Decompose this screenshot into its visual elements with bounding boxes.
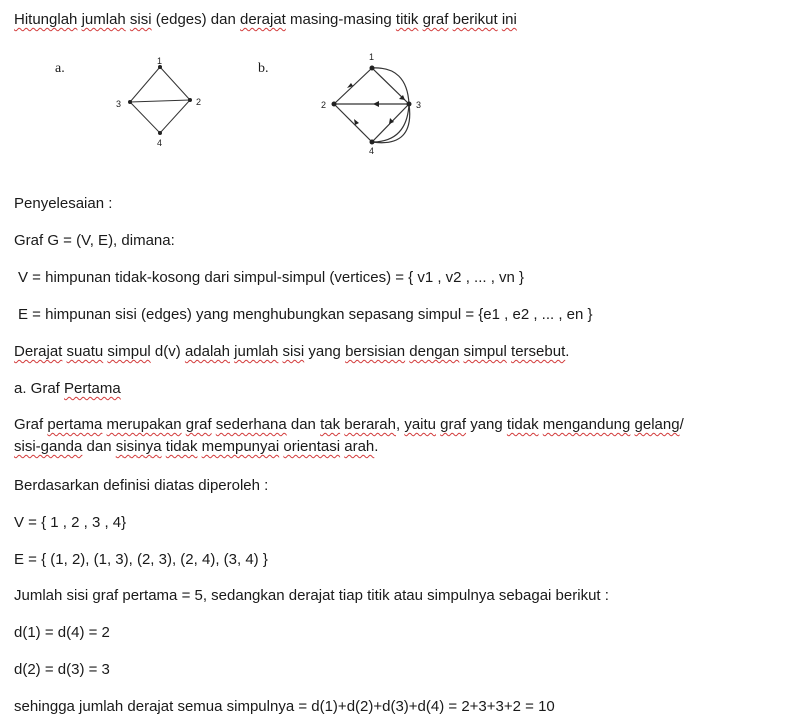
graf-pertama-paragraph	[14, 414, 764, 458]
word: Derajat	[14, 343, 63, 360]
word: tersebut	[511, 343, 566, 360]
title-word: titik	[395, 11, 419, 28]
word: berarah	[344, 416, 396, 433]
word: sisinya	[115, 438, 162, 455]
text: dan	[82, 438, 116, 455]
v-set: V = { 1 , 2 , 3 , 4}	[14, 514, 127, 531]
title-word: berikut	[452, 11, 498, 28]
word: jumlah	[234, 343, 279, 360]
graph-b-label: b.	[258, 61, 269, 76]
node-3	[128, 100, 132, 104]
edge-2-4	[160, 100, 190, 133]
degree-1-4: d(1) = d(4) = 2	[14, 624, 110, 641]
node-b-label-3: 3	[416, 100, 422, 110]
node-label-2: 2	[196, 97, 202, 107]
word: tidak	[506, 416, 539, 433]
v-definition: V = himpunan tidak-kosong dari simpul-simpul (vertices) = { v1 , v2 , ... , vn }	[18, 269, 525, 286]
title-word: sisi	[129, 11, 152, 28]
node-b-3	[407, 102, 412, 107]
e-set: E = { (1, 2), (1, 3), (2, 3), (2, 4), (3, 4) }	[14, 551, 268, 568]
e-definition: E = himpunan sisi (edges) yang menghubungkan sepasang simpul = {e1 , e2 , ... , en }	[18, 306, 593, 323]
node-2	[188, 98, 192, 102]
word: graf	[185, 416, 212, 433]
node-b-label-4: 4	[369, 146, 375, 156]
text: a. Graf	[14, 380, 65, 397]
title-word: ini	[501, 11, 517, 28]
arrow-3-2	[373, 101, 379, 107]
title-word: Hitunglah	[14, 11, 78, 28]
berdasarkan-text: Berdasarkan definisi diatas diperoleh :	[14, 477, 269, 494]
word: sederhana	[215, 416, 287, 433]
node-label-3: 3	[116, 99, 122, 109]
node-label-4: 4	[157, 138, 163, 148]
degree-2-3: d(2) = d(3) = 3	[14, 661, 110, 678]
word: merupakan	[106, 416, 182, 433]
word: suatu	[66, 343, 104, 360]
word: adalah	[184, 343, 230, 360]
graph-a-diagram	[110, 55, 210, 155]
question-title	[14, 11, 517, 29]
derajat-definition	[14, 343, 569, 361]
word: arah	[344, 438, 375, 455]
title-word: jumlah	[81, 11, 126, 28]
word: tak	[320, 416, 341, 433]
edge-3-2	[130, 100, 190, 102]
text: dan	[286, 416, 321, 433]
word: simpul	[107, 343, 151, 360]
word: pertama	[47, 416, 103, 433]
word: gelang	[634, 416, 680, 433]
text: yang	[304, 343, 346, 360]
node-b-2	[332, 102, 337, 107]
title-word: graf	[422, 11, 449, 28]
word: mengandung	[542, 416, 631, 433]
jumlah-sisi-text: Jumlah sisi graf pertama = 5, sedangkan derajat tiap titik atau simpulnya sebagai berikut :	[14, 587, 609, 604]
node-b-4	[370, 140, 375, 145]
text: d(v)	[150, 343, 185, 360]
penyelesaian-heading: Penyelesaian :	[14, 195, 113, 212]
graph-b-diagram	[315, 48, 425, 160]
text: /	[679, 416, 684, 433]
word: dengan	[409, 343, 460, 360]
node-4	[158, 131, 162, 135]
sum-degrees: sehingga jumlah derajat semua simpulnya = d(1)+d(2)+d(3)+d(4) = 2+3+3+2 = 10	[14, 698, 555, 715]
word: bersisian	[345, 343, 406, 360]
node-b-1	[370, 66, 375, 71]
text: .	[374, 438, 379, 455]
word: orientasi	[283, 438, 341, 455]
node-label-1: 1	[157, 56, 163, 66]
node-b-label-1: 1	[369, 52, 375, 62]
edge-1-2	[160, 67, 190, 100]
text: yang	[466, 416, 507, 433]
word: sisi	[282, 343, 305, 360]
text: ,	[395, 416, 405, 433]
word: simpul	[463, 343, 507, 360]
word: yaitu	[404, 416, 436, 433]
title-word: derajat	[239, 11, 286, 28]
word: graf	[440, 416, 467, 433]
graf-pertama-heading	[14, 380, 121, 398]
word: mempunyai	[201, 438, 280, 455]
edge-1-3	[130, 67, 160, 102]
text: .	[565, 343, 570, 360]
node-b-label-2: 2	[321, 100, 327, 110]
title-text: (edges) dan	[151, 11, 240, 28]
graf-g-definition: Graf G = (V, E), dimana:	[14, 232, 175, 249]
text: Graf	[14, 416, 48, 433]
graph-a-label: a.	[55, 61, 65, 76]
word: tidak	[165, 438, 198, 455]
edge-3-4	[130, 102, 160, 133]
title-text: masing-masing	[285, 11, 396, 28]
word: Pertama	[64, 380, 121, 397]
edge-b-2-4	[334, 104, 372, 142]
word: sisi-ganda	[14, 438, 83, 455]
